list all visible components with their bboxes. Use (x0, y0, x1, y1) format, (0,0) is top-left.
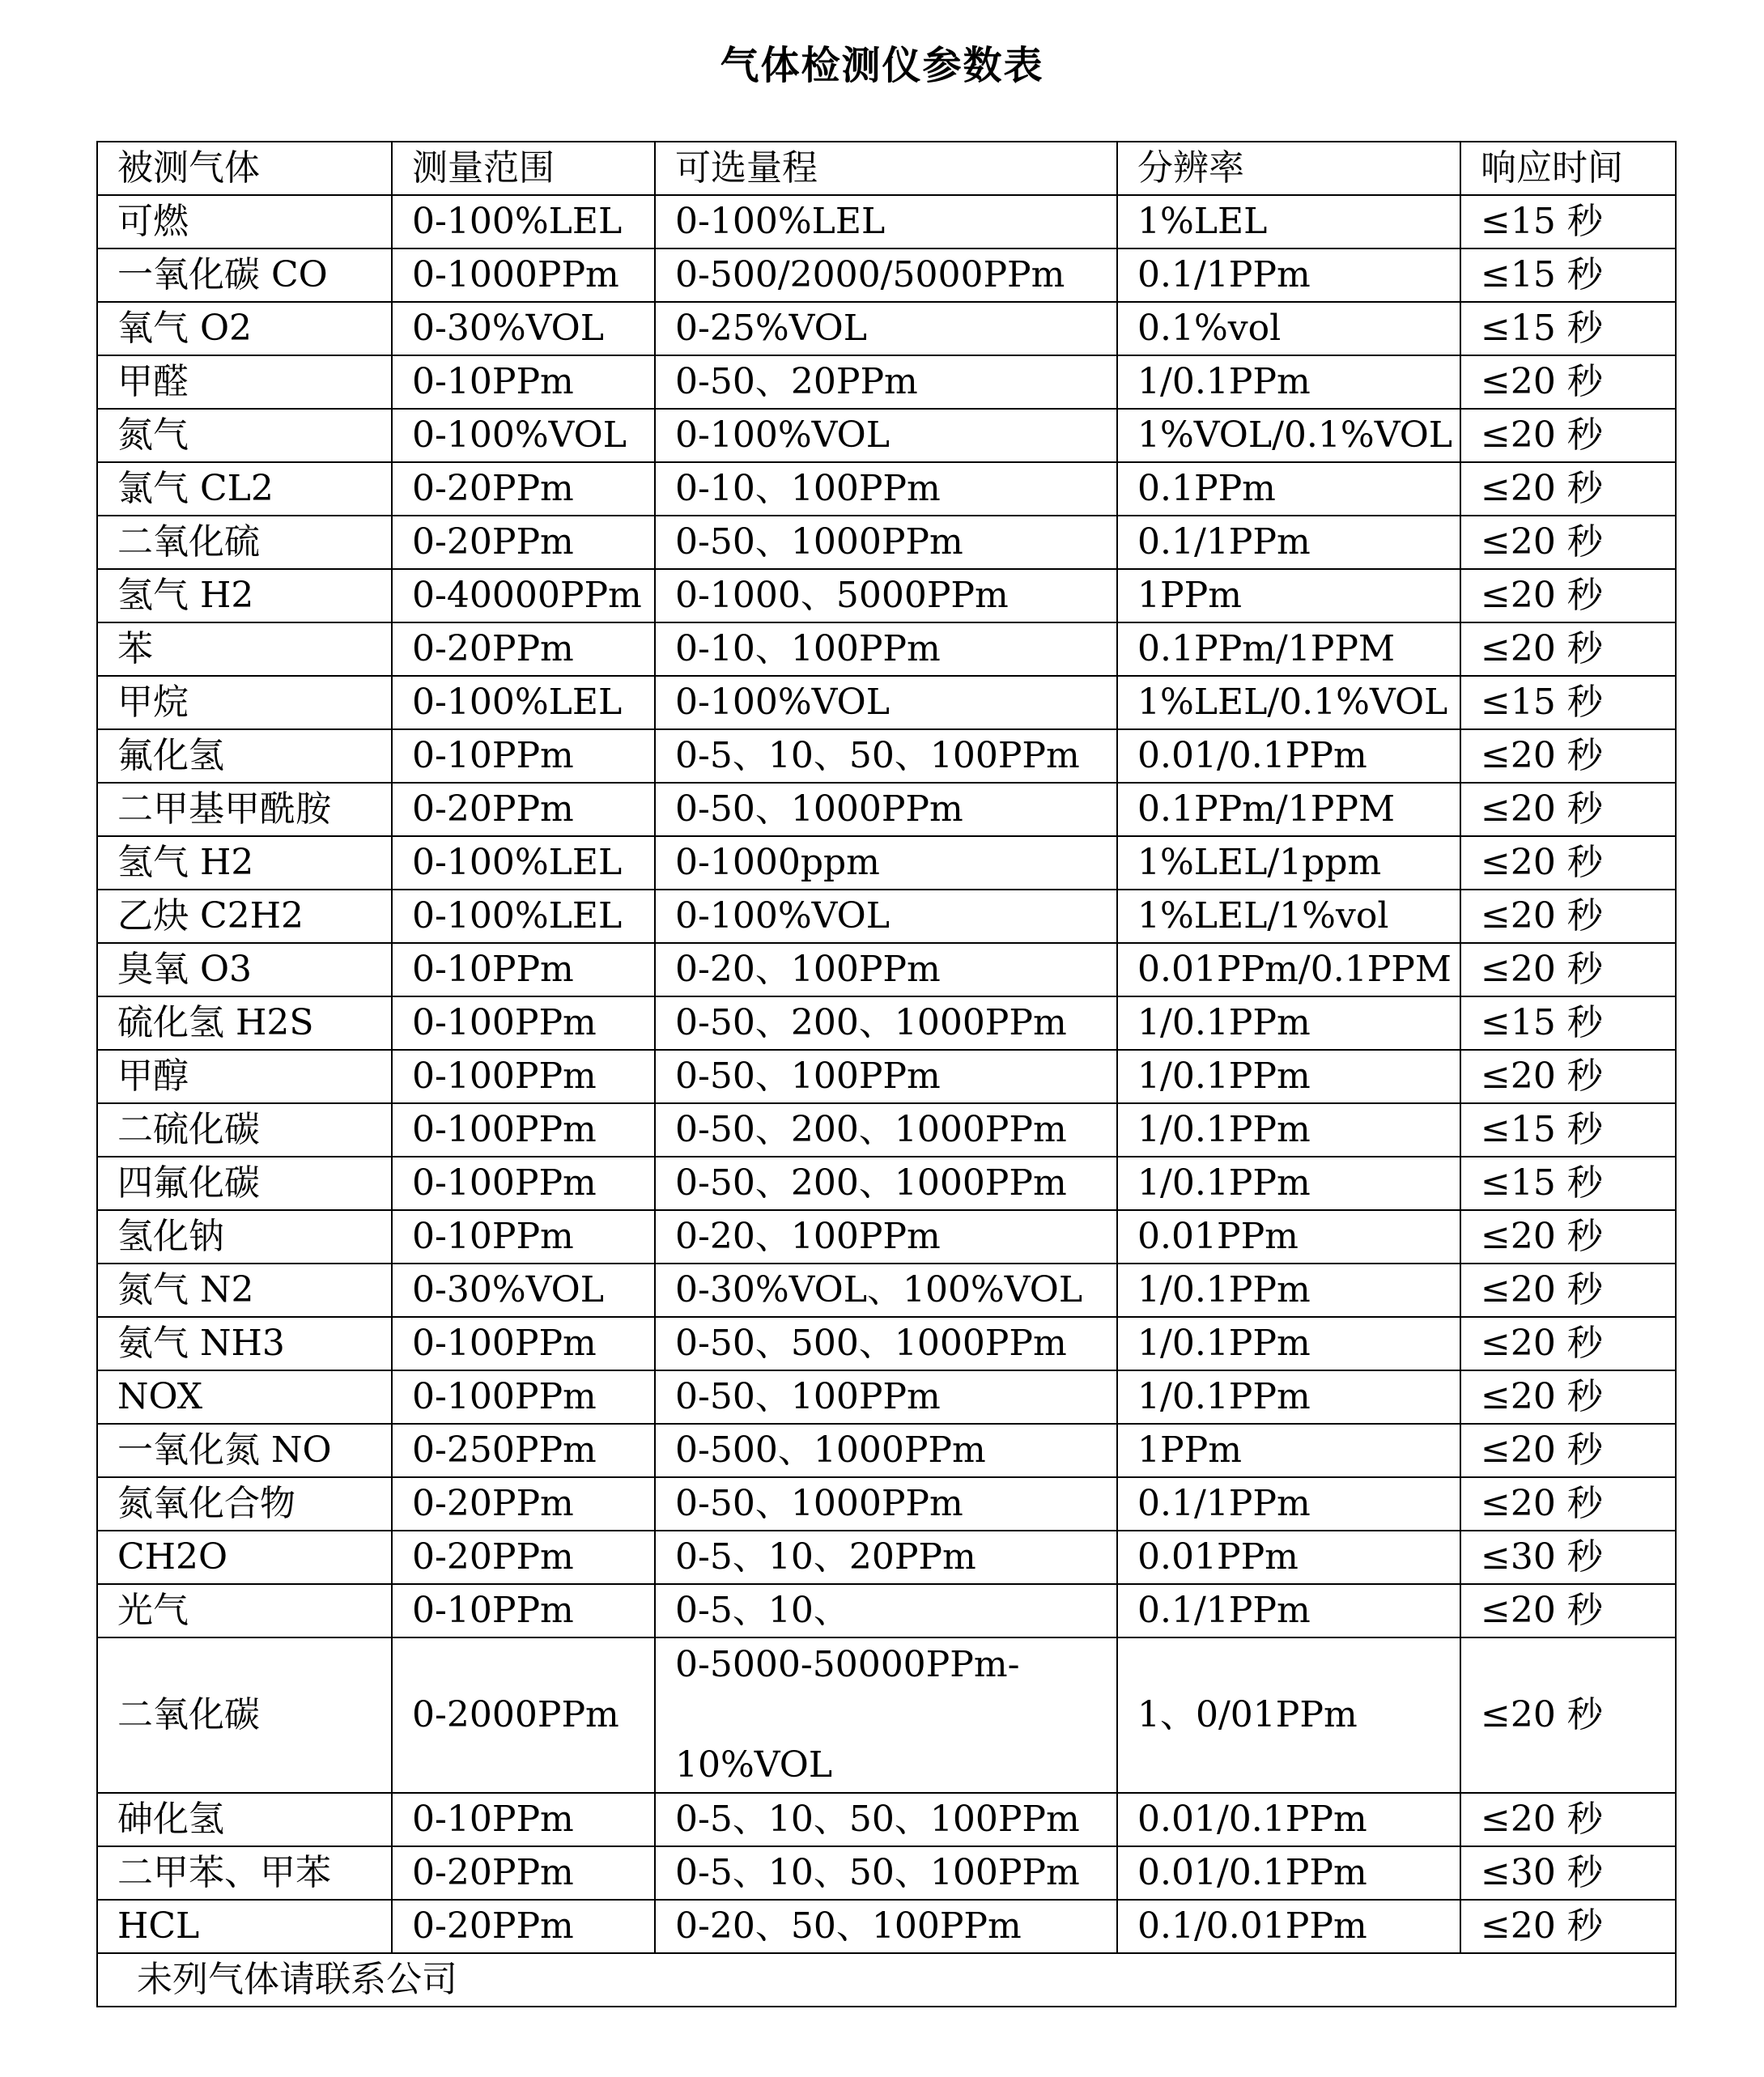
cell-response: ≤20 秒 (1460, 1793, 1676, 1846)
table-row (97, 783, 1676, 836)
table-row (97, 1264, 1676, 1317)
cell-response: ≤20 秒 (1460, 1370, 1676, 1424)
table-row (97, 943, 1676, 996)
cell-options: 0-50、1000PPm (655, 783, 1117, 836)
cell-range: 0-10PPm (392, 1210, 655, 1264)
cell-response: ≤20 秒 (1460, 1637, 1676, 1793)
cell-response: ≤20 秒 (1460, 890, 1676, 943)
cell-range: 0-40000PPm (392, 569, 655, 622)
cell-options: 0-1000、5000PPm (655, 569, 1117, 622)
cell-resolution: 0.01/0.1PPm (1117, 729, 1460, 783)
cell-options: 0-500/2000/5000PPm (655, 248, 1117, 302)
table-row (97, 1584, 1676, 1637)
cell-resolution: 1PPm (1117, 1424, 1460, 1477)
header-response: 响应时间 (1460, 142, 1676, 195)
cell-response: ≤20 秒 (1460, 1584, 1676, 1637)
cell-range: 0-10PPm (392, 355, 655, 409)
cell-gas: 氨气 NH3 (97, 1317, 392, 1370)
cell-response: ≤20 秒 (1460, 409, 1676, 462)
table-row (97, 890, 1676, 943)
cell-response: ≤20 秒 (1460, 783, 1676, 836)
cell-response: ≤15 秒 (1460, 996, 1676, 1050)
cell-options: 0-10、100PPm (655, 462, 1117, 516)
cell-range: 0-20PPm (392, 1846, 655, 1900)
cell-resolution: 0.1%vol (1117, 302, 1460, 355)
cell-options: 0-500、1000PPm (655, 1424, 1117, 1477)
cell-range: 0-10PPm (392, 1793, 655, 1846)
cell-response: ≤20 秒 (1460, 1050, 1676, 1103)
table-row (97, 1531, 1676, 1584)
cell-range: 0-20PPm (392, 1477, 655, 1531)
cell-response: ≤20 秒 (1460, 462, 1676, 516)
header-row (97, 142, 1676, 195)
cell-resolution: 1/0.1PPm (1117, 355, 1460, 409)
cell-gas: 苯 (97, 622, 392, 676)
cell-range: 0-100PPm (392, 1370, 655, 1424)
cell-range: 0-100PPm (392, 1157, 655, 1210)
cell-response: ≤20 秒 (1460, 943, 1676, 996)
cell-response: ≤15 秒 (1460, 302, 1676, 355)
cell-range: 0-1000PPm (392, 248, 655, 302)
cell-resolution: 0.1/1PPm (1117, 248, 1460, 302)
cell-options: 0-5、10、20PPm (655, 1531, 1117, 1584)
cell-range: 0-10PPm (392, 729, 655, 783)
cell-resolution: 0.01PPm (1117, 1531, 1460, 1584)
cell-response: ≤30 秒 (1460, 1531, 1676, 1584)
cell-options: 0-50、200、1000PPm (655, 1157, 1117, 1210)
cell-response: ≤20 秒 (1460, 355, 1676, 409)
cell-resolution: 0.1/0.01PPm (1117, 1900, 1460, 1953)
cell-resolution: 1/0.1PPm (1117, 1050, 1460, 1103)
cell-range: 0-100%LEL (392, 836, 655, 890)
cell-resolution: 1/0.1PPm (1117, 1264, 1460, 1317)
table-row (97, 1637, 1676, 1793)
cell-options: 0-30%VOL、100%VOL (655, 1264, 1117, 1317)
table-row (97, 569, 1676, 622)
cell-response: ≤20 秒 (1460, 569, 1676, 622)
cell-options: 0-50、20PPm (655, 355, 1117, 409)
cell-gas: 二氧化硫 (97, 516, 392, 569)
cell-range: 0-2000PPm (392, 1637, 655, 1793)
cell-gas: 二甲基甲酰胺 (97, 783, 392, 836)
cell-response: ≤15 秒 (1460, 1103, 1676, 1157)
cell-resolution: 1%LEL/0.1%VOL (1117, 676, 1460, 729)
cell-resolution: 0.1/1PPm (1117, 1584, 1460, 1637)
cell-resolution: 0.1PPm/1PPM (1117, 622, 1460, 676)
header-resolution: 分辨率 (1117, 142, 1460, 195)
cell-gas: 氮氧化合物 (97, 1477, 392, 1531)
cell-resolution: 0.1PPm/1PPM (1117, 783, 1460, 836)
cell-resolution: 1/0.1PPm (1117, 1370, 1460, 1424)
cell-gas: 氮气 N2 (97, 1264, 392, 1317)
cell-range: 0-20PPm (392, 1900, 655, 1953)
cell-gas: 甲醇 (97, 1050, 392, 1103)
footer-note: 未列气体请联系公司 (97, 1953, 1676, 2007)
cell-options: 0-20、50、100PPm (655, 1900, 1117, 1953)
cell-resolution: 1%LEL (1117, 195, 1460, 248)
cell-gas: 光气 (97, 1584, 392, 1637)
cell-response: ≤20 秒 (1460, 1210, 1676, 1264)
cell-options: 0-10、100PPm (655, 622, 1117, 676)
cell-gas: 氢气 H2 (97, 569, 392, 622)
cell-resolution: 0.1/1PPm (1117, 1477, 1460, 1531)
cell-options: 0-5、10、50、100PPm (655, 1846, 1117, 1900)
cell-response: ≤20 秒 (1460, 622, 1676, 676)
gas-parameter-table (96, 141, 1677, 2007)
cell-resolution: 1/0.1PPm (1117, 996, 1460, 1050)
cell-gas: HCL (97, 1900, 392, 1953)
cell-options: 0-50、100PPm (655, 1370, 1117, 1424)
cell-resolution: 0.01PPm/0.1PPM (1117, 943, 1460, 996)
cell-range: 0-20PPm (392, 622, 655, 676)
table-row (97, 409, 1676, 462)
cell-gas: 可燃 (97, 195, 392, 248)
table-row (97, 1317, 1676, 1370)
table-row (97, 1157, 1676, 1210)
table-row (97, 1424, 1676, 1477)
cell-options: 0-5、10、50、100PPm (655, 729, 1117, 783)
cell-resolution: 0.1PPm (1117, 462, 1460, 516)
table-row (97, 836, 1676, 890)
cell-range: 0-100%LEL (392, 890, 655, 943)
cell-options-line: 0-5000-50000PPm- (675, 1644, 1020, 1685)
table-row (97, 302, 1676, 355)
cell-response: ≤20 秒 (1460, 836, 1676, 890)
header-gas: 被测气体 (97, 142, 392, 195)
cell-options: 0-50、100PPm (655, 1050, 1117, 1103)
cell-gas: 硫化氢 H2S (97, 996, 392, 1050)
table-row (97, 1846, 1676, 1900)
table-row (97, 1370, 1676, 1424)
cell-gas: 一氧化氮 NO (97, 1424, 392, 1477)
cell-response: ≤20 秒 (1460, 1477, 1676, 1531)
cell-options-gap (675, 1690, 1116, 1740)
cell-response: ≤15 秒 (1460, 1157, 1676, 1210)
cell-resolution: 0.1/1PPm (1117, 516, 1460, 569)
table-row (97, 195, 1676, 248)
cell-options (655, 1637, 1117, 1793)
cell-gas: 氟化氢 (97, 729, 392, 783)
cell-options: 0-50、1000PPm (655, 516, 1117, 569)
cell-gas: 氢化钠 (97, 1210, 392, 1264)
cell-options: 0-5、10、50、100PPm (655, 1793, 1117, 1846)
table-row (97, 462, 1676, 516)
cell-range: 0-30%VOL (392, 302, 655, 355)
cell-options: 0-1000ppm (655, 836, 1117, 890)
cell-range: 0-100%LEL (392, 195, 655, 248)
cell-response: ≤20 秒 (1460, 1264, 1676, 1317)
cell-options: 0-50、500、1000PPm (655, 1317, 1117, 1370)
cell-resolution: 0.01PPm (1117, 1210, 1460, 1264)
cell-gas: 乙炔 C2H2 (97, 890, 392, 943)
cell-resolution: 1%LEL/1ppm (1117, 836, 1460, 890)
cell-options: 0-50、200、1000PPm (655, 1103, 1117, 1157)
cell-response: ≤15 秒 (1460, 676, 1676, 729)
cell-gas: 甲烷 (97, 676, 392, 729)
cell-options: 0-100%VOL (655, 676, 1117, 729)
cell-gas: 臭氧 O3 (97, 943, 392, 996)
cell-options: 0-100%VOL (655, 409, 1117, 462)
cell-options: 0-50、200、1000PPm (655, 996, 1117, 1050)
cell-gas: 一氧化碳 CO (97, 248, 392, 302)
header-range: 测量范围 (392, 142, 655, 195)
cell-range: 0-20PPm (392, 783, 655, 836)
page-title: 气体检测仪参数表 (720, 43, 1044, 88)
cell-resolution: 1/0.1PPm (1117, 1317, 1460, 1370)
table-row (97, 676, 1676, 729)
cell-gas: 氯气 CL2 (97, 462, 392, 516)
header-options: 可选量程 (655, 142, 1117, 195)
table-row (97, 516, 1676, 569)
cell-resolution: 1、0/01PPm (1117, 1637, 1460, 1793)
cell-gas: 四氟化碳 (97, 1157, 392, 1210)
table-row (97, 1900, 1676, 1953)
cell-response: ≤20 秒 (1460, 729, 1676, 783)
cell-range: 0-100%VOL (392, 409, 655, 462)
table-row (97, 622, 1676, 676)
cell-range: 0-100PPm (392, 996, 655, 1050)
cell-range: 0-20PPm (392, 516, 655, 569)
cell-range: 0-100PPm (392, 1103, 655, 1157)
cell-response: ≤20 秒 (1460, 1317, 1676, 1370)
cell-options: 0-100%VOL (655, 890, 1117, 943)
cell-resolution: 0.01/0.1PPm (1117, 1793, 1460, 1846)
table-row (97, 1050, 1676, 1103)
cell-gas: 氢气 H2 (97, 836, 392, 890)
cell-range: 0-100%LEL (392, 676, 655, 729)
table-row (97, 1210, 1676, 1264)
cell-gas: NOX (97, 1370, 392, 1424)
cell-options: 0-25%VOL (655, 302, 1117, 355)
cell-resolution: 1%VOL/0.1%VOL (1117, 409, 1460, 462)
cell-gas: 氮气 (97, 409, 392, 462)
cell-gas: 甲醛 (97, 355, 392, 409)
cell-response: ≤20 秒 (1460, 1424, 1676, 1477)
cell-range: 0-20PPm (392, 462, 655, 516)
cell-gas: 二硫化碳 (97, 1103, 392, 1157)
cell-gas: 氧气 O2 (97, 302, 392, 355)
table-row (97, 1793, 1676, 1846)
table-row (97, 355, 1676, 409)
table-row (97, 1103, 1676, 1157)
table-row (97, 1477, 1676, 1531)
cell-response: ≤20 秒 (1460, 516, 1676, 569)
table-row (97, 729, 1676, 783)
cell-resolution: 1%LEL/1%vol (1117, 890, 1460, 943)
cell-resolution: 0.01/0.1PPm (1117, 1846, 1460, 1900)
cell-resolution: 1/0.1PPm (1117, 1103, 1460, 1157)
cell-range: 0-10PPm (392, 943, 655, 996)
cell-range: 0-250PPm (392, 1424, 655, 1477)
table-row (97, 248, 1676, 302)
cell-gas: CH2O (97, 1531, 392, 1584)
cell-range: 0-20PPm (392, 1531, 655, 1584)
cell-options: 0-20、100PPm (655, 1210, 1117, 1264)
cell-range: 0-10PPm (392, 1584, 655, 1637)
cell-options: 0-100%LEL (655, 195, 1117, 248)
cell-options: 0-50、1000PPm (655, 1477, 1117, 1531)
cell-gas: 二氧化碳 (97, 1637, 392, 1793)
cell-range: 0-100PPm (392, 1317, 655, 1370)
cell-range: 0-100PPm (392, 1050, 655, 1103)
table-row (97, 996, 1676, 1050)
footer-row (97, 1953, 1676, 2007)
cell-response: ≤30 秒 (1460, 1846, 1676, 1900)
cell-response: ≤15 秒 (1460, 195, 1676, 248)
cell-options-line: 10%VOL (675, 1744, 833, 1786)
cell-resolution: 1/0.1PPm (1117, 1157, 1460, 1210)
cell-resolution: 1PPm (1117, 569, 1460, 622)
cell-range: 0-30%VOL (392, 1264, 655, 1317)
cell-gas: 砷化氢 (97, 1793, 392, 1846)
cell-response: ≤15 秒 (1460, 248, 1676, 302)
cell-options: 0-20、100PPm (655, 943, 1117, 996)
cell-options: 0-5、10、 (655, 1584, 1117, 1637)
cell-response: ≤20 秒 (1460, 1900, 1676, 1953)
cell-gas: 二甲苯、甲苯 (97, 1846, 392, 1900)
